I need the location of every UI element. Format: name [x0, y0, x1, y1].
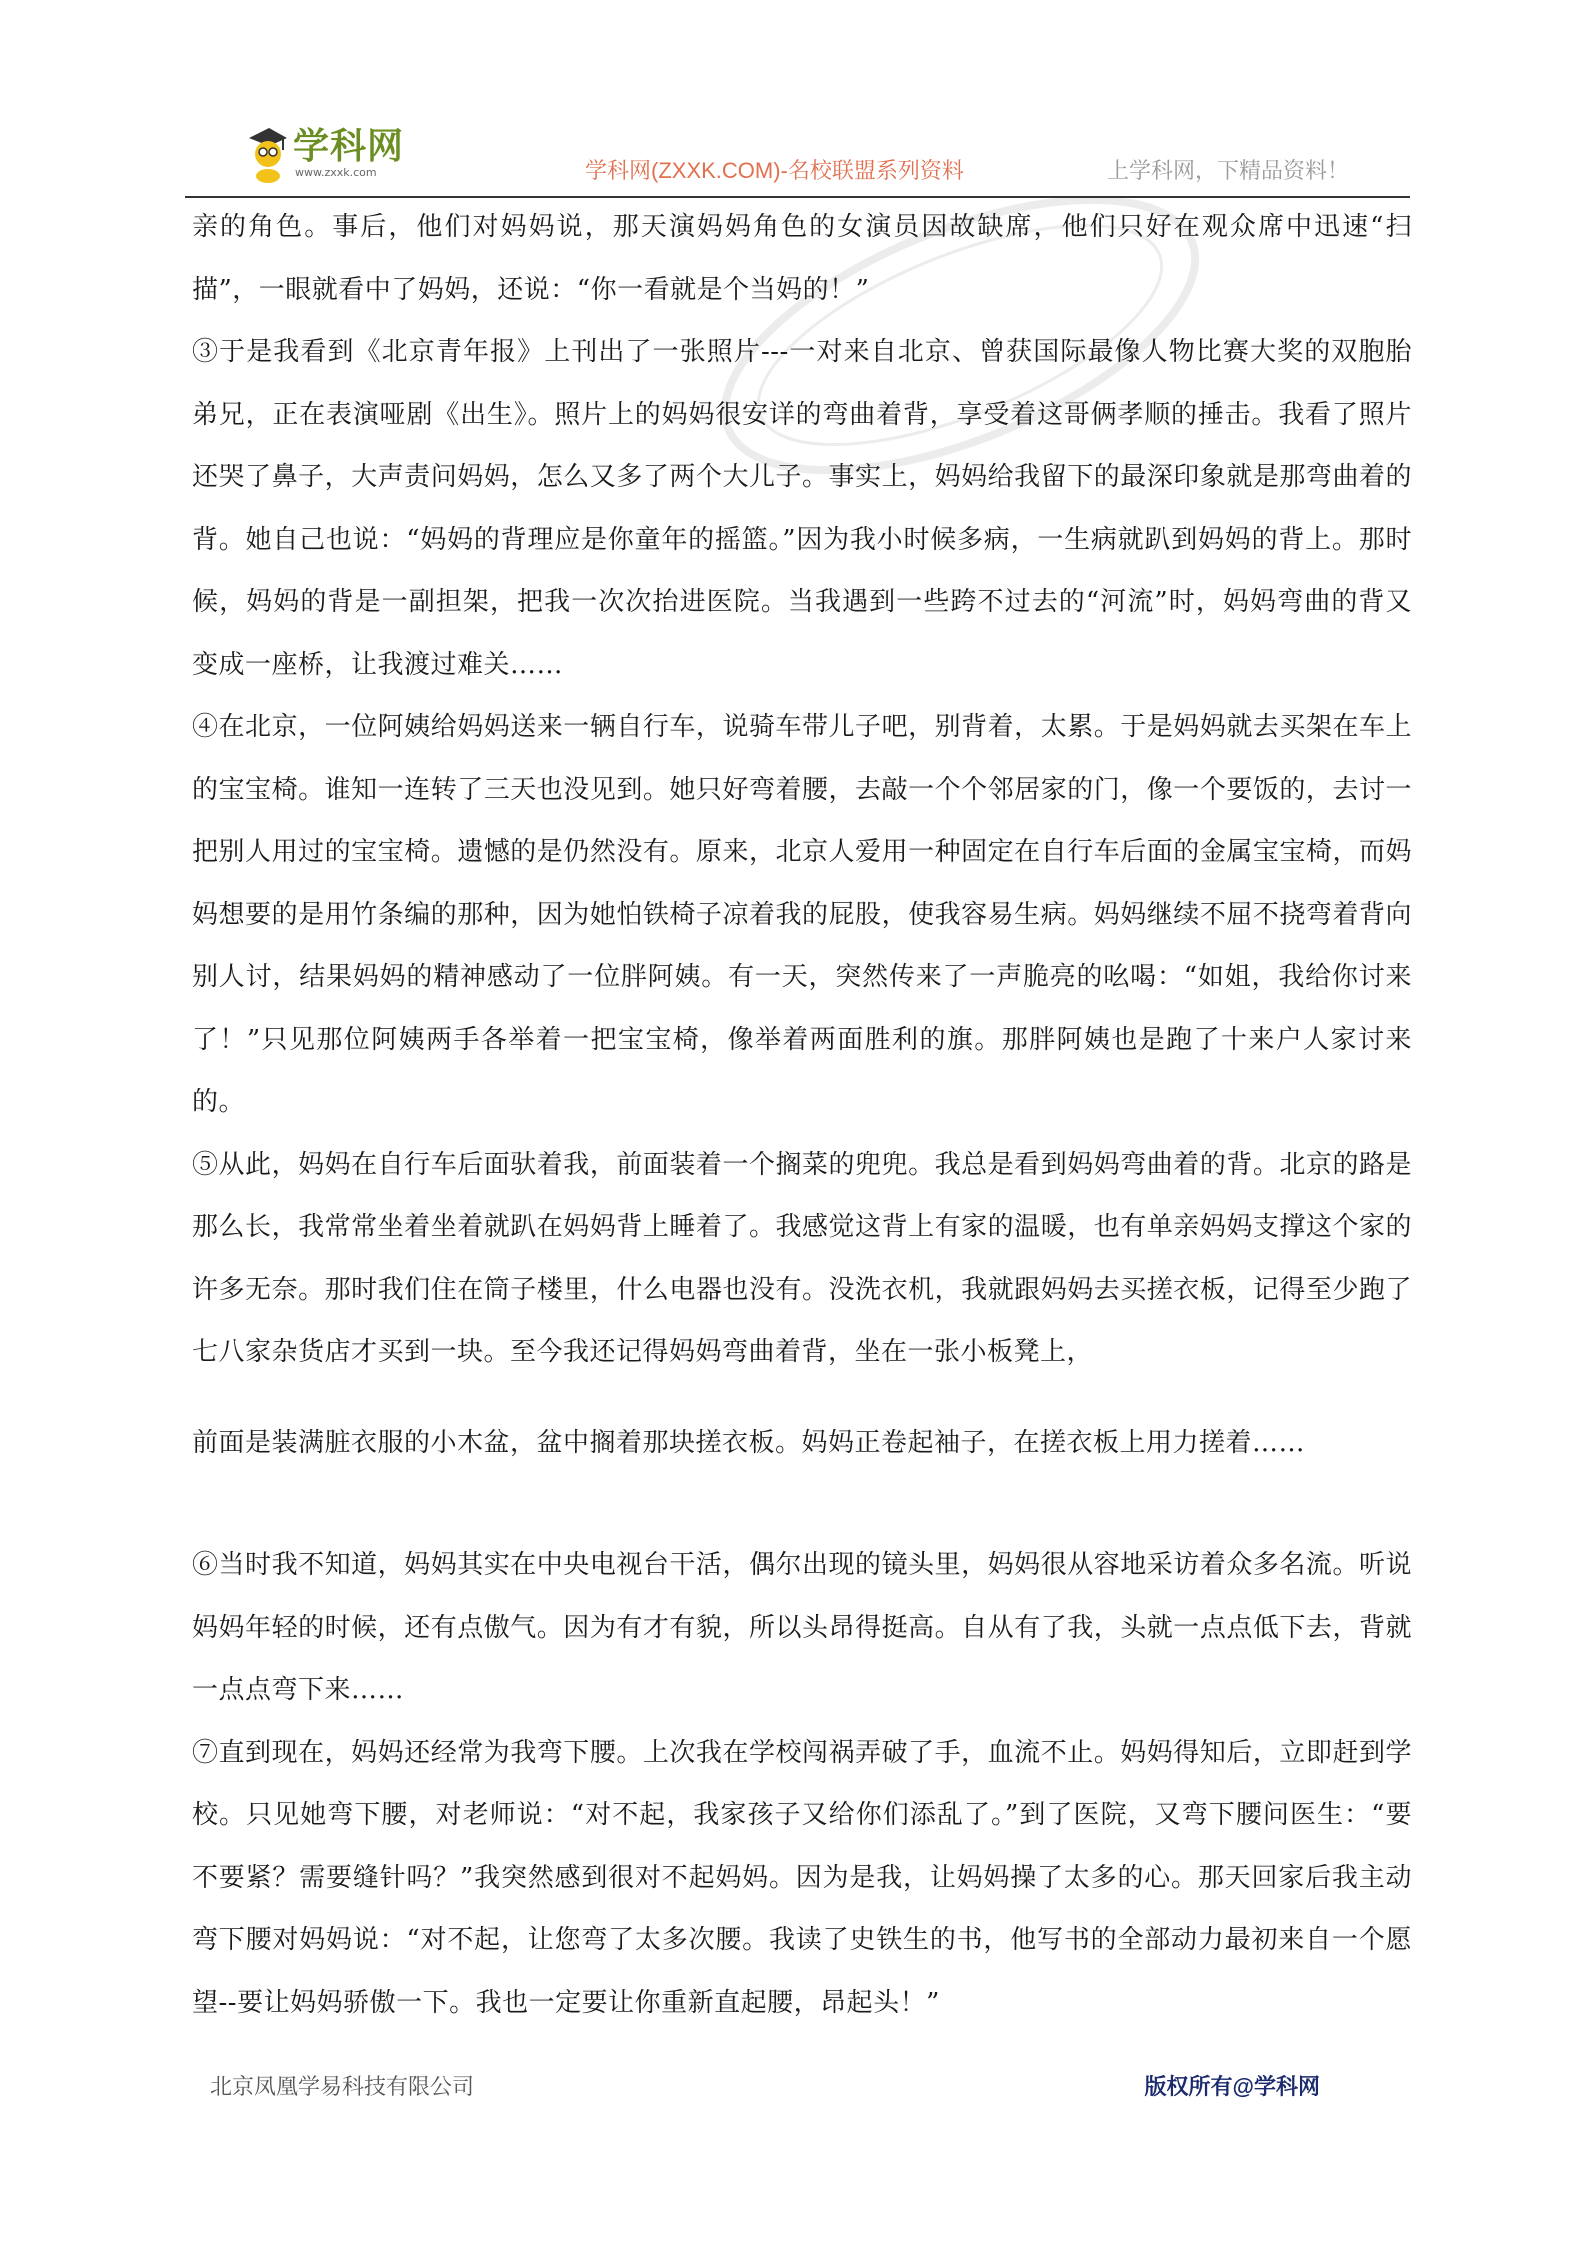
logo-text: 学科网	[293, 126, 405, 167]
footer-copyright: 版权所有@学科网	[1144, 2074, 1320, 2099]
paragraph-6: ⑥当时我不知道，妈妈其实在中央电视台干活，偶尔出现的镜头里，妈妈很从容地采访着众多名流。听说妈妈年轻的时候，还有点傲气。因为有才有貌，所以头昂得挺高。自从有了我，头就一点点低下去，背就一点点弯下来……	[192, 1550, 1412, 1705]
header-right-text: 上学科网，下精品资料！	[1107, 158, 1350, 183]
paragraph-5: 前面是装满脏衣服的小木盆，盆中搁着那块搓衣板。妈妈正卷起袖子，在搓衣板上用力搓着……	[192, 1427, 1306, 1458]
paragraph-7: ⑦直到现在，妈妈还经常为我弯下腰。上次我在学校闯祸弄破了手，血流不止。妈妈得知后，立即赶到学校。只见她弯下腰，对老师说：“对不起，我家孩子又给你们添乱了。”到了医院，又弯下腰问医生：“要不要紧？需要缝针吗？”我突然感到很对不起妈妈。因为是我，让妈妈操了太多的心。那天回家后我主动弯下腰对妈妈说：“对不起，让您弯了太多次腰。我读了史铁生的书，他写书的全部动力最初来自一个愿望--要让妈妈骄傲一下。我也一定要让你重新直起腰，昂起头！”	[192, 1737, 1412, 2018]
mascot-icon	[245, 124, 289, 184]
header-center-text: 学科网(ZXXK.COM)-名校联盟系列资料	[585, 158, 964, 183]
page-header	[185, 110, 1410, 198]
spacer	[192, 1384, 1412, 1412]
paragraph-1: 亲的角色。事后，他们对妈妈说，那天演妈妈角色的女演员因故缺席，他们只好在观众席中迅速“扫描”，一眼就看中了妈妈，还说：“你一看就是个当妈的！”	[192, 212, 1412, 305]
page-footer	[210, 2070, 1320, 2110]
paragraph-4: ⑤从此，妈妈在自行车后面驮着我，前面装着一个搁菜的兜兜。我总是看到妈妈弯曲着的背。北京的路是那么长，我常常坐着坐着就趴在妈妈背上睡着了。我感觉这背上有家的温暖，也有单亲妈妈支撑这个家的许多无奈。那时我们住在筒子楼里，什么电器也没有。没洗衣机，我就跟妈妈去买搓衣板，记得至少跑了七八家杂货店才买到一块。至今我还记得妈妈弯曲着背，坐在一张小板凳上，	[192, 1149, 1412, 1367]
spacer	[192, 1474, 1412, 1534]
logo-url: www.zxxk.com	[295, 166, 377, 179]
document-body	[192, 196, 1412, 2034]
paragraph-3: ④在北京，一位阿姨给妈妈送来一辆自行车，说骑车带儿子吧，别背着，太累。于是妈妈就去买架在车上的宝宝椅。谁知一连转了三天也没见到。她只好弯着腰，去敲一个个邻居家的门，像一个要饭的，去讨一把别人用过的宝宝椅。遗憾的是仍然没有。原来，北京人爱用一种固定在自行车后面的金属宝宝椅，而妈妈想要的是用竹条编的那种，因为她怕铁椅子凉着我的屁股，使我容易生病。妈妈继续不屈不挠弯着背向别人讨，结果妈妈的精神感动了一位胖阿姨。有一天，突然传来了一声脆亮的吆喝：“如姐，我给你讨来了！”只见那位阿姨两手各举着一把宝宝椅，像举着两面胜利的旗。那胖阿姨也是跑了十来户人家讨来的。	[192, 712, 1412, 1117]
logo[interactable]	[245, 118, 445, 188]
footer-company: 北京凤凰学易科技有限公司	[210, 2074, 475, 2099]
paragraph-2: ③于是我看到《北京青年报》上刊出了一张照片---一对来自北京、曾获国际最像人物比赛大奖的双胞胎弟兄，正在表演哑剧《出生》。照片上的妈妈很安详的弯曲着背，享受着这哥俩孝顺的捶击。我看了照片还哭了鼻子，大声责问妈妈，怎么又多了两个大儿子。事实上，妈妈给我留下的最深印象就是那弯曲着的背。她自己也说：“妈妈的背理应是你童年的摇篮。”因为我小时候多病，一生病就趴到妈妈的背上。那时候，妈妈的背是一副担架，把我一次次抬进医院。当我遇到一些跨不过去的“河流”时，妈妈弯曲的背又变成一座桥，让我渡过难关……	[192, 337, 1412, 680]
